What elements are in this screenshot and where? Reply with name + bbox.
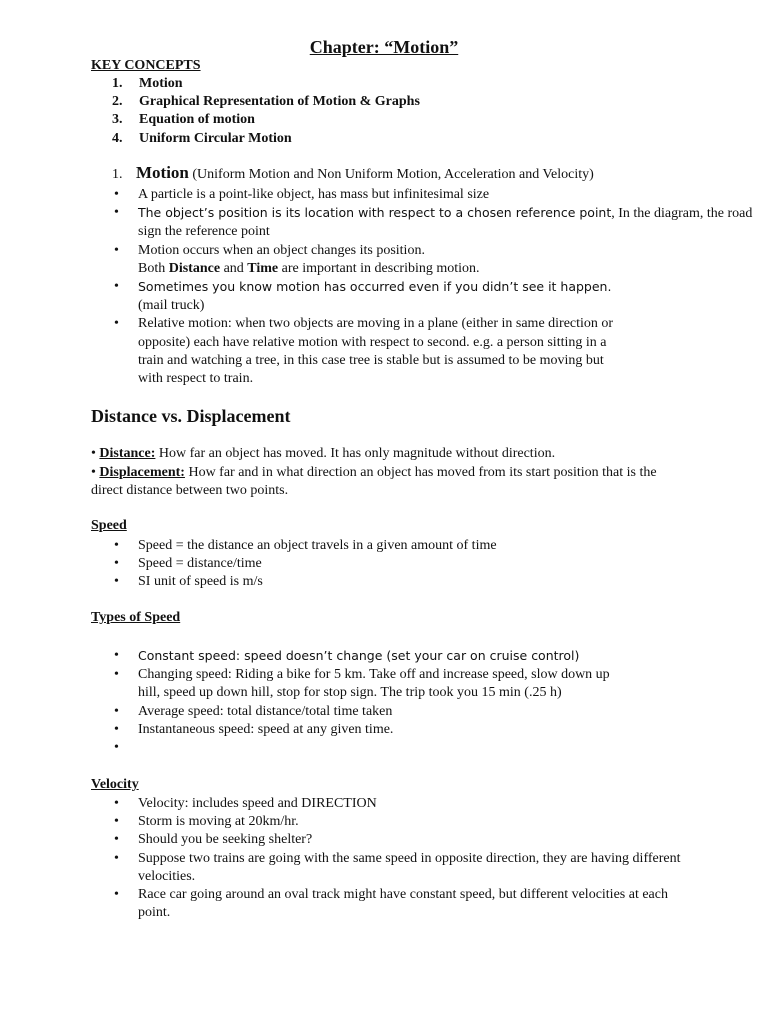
motion-section-heading <box>112 163 594 183</box>
displacement-label: Displacement: <box>99 465 185 480</box>
list-item: • Average speed: total distance/total time taken <box>114 703 393 719</box>
list-item: • Should you be seeking shelter? <box>114 832 313 848</box>
displacement-definition: • Displacement: How far and in what direction an object has moved from its start position that is the direct distance between two points. <box>91 465 657 499</box>
distance-heading: Distance vs. Displacement <box>91 406 291 426</box>
list-item: • Relative motion: when two objects are moving in a plane (either in same direction or opposite) each have relative motion with respect to second. e.g. a person sitting in a train and watching a tree, in this case tree is stable but is assumed to be moving but with respect to train. <box>114 316 614 387</box>
distance-label: Distance: <box>99 446 156 461</box>
list-item: • Suppose two trains are going with the same speed in opposite direction, they are having different velocities. <box>114 850 681 884</box>
types-bullets <box>114 647 768 757</box>
list-item: • SI unit of speed is m/s <box>114 574 263 590</box>
list-item: • A particle is a point-like object, has mass but infinitesimal size <box>114 187 490 202</box>
velocity-bullets <box>114 795 768 922</box>
list-item: • Motion occurs when an object changes its position. Both Distance and Time are important in describing motion. <box>114 242 480 276</box>
page-title: Chapter: “Motion” <box>309 37 459 57</box>
key-concept-item: 3. Equation of motion <box>112 112 255 128</box>
key-concept-item: 2. Graphical Representation of Motion & Graphs <box>112 94 420 110</box>
speed-heading: Speed <box>91 518 127 533</box>
speed-bullets <box>114 537 497 592</box>
list-item: • Constant speed: speed doesn’t change (set your car on cruise control) <box>114 648 580 663</box>
section-number: 1. <box>112 167 123 182</box>
key-concept-item: 4. Uniform Circular Motion <box>112 130 292 146</box>
key-concept-item: 1. Motion <box>112 76 183 91</box>
types-of-speed-heading: Types of Speed <box>91 610 181 625</box>
list-item: • <box>114 740 119 756</box>
list-item: • Sometimes you know motion has occurred even if you didn’t see it happen. (mail truck) <box>114 279 612 314</box>
list-item: • Storm is moving at 20km/hr. <box>114 814 299 830</box>
list-item: • The object’s position is its location with respect to a chosen reference point, In the diagram, the road sign the reference point <box>114 205 753 240</box>
list-item: • Velocity: includes speed and DIRECTION <box>114 796 377 811</box>
section-title: Motion <box>136 163 189 182</box>
list-item: • Changing speed: Riding a bike for 5 km. Take off and increase speed, slow down up hill, speed up down hill, stop for stop sign. The trip took you 15 min (.25 h) <box>114 667 610 701</box>
key-concepts-list <box>112 75 420 148</box>
velocity-heading: Velocity <box>91 777 139 792</box>
list-item: • Speed = distance/time <box>114 556 262 572</box>
list-item: • Speed = the distance an object travels in a given amount of time <box>114 538 497 553</box>
section-subtitle: (Uniform Motion and Non Uniform Motion, Acceleration and Velocity) <box>192 167 594 182</box>
list-item: • Race car going around an oval track might have constant speed, but different velocities at each point. <box>114 887 668 921</box>
list-item: • Instantaneous speed: speed at any given time. <box>114 721 394 737</box>
key-concepts-heading: KEY CONCEPTS <box>91 58 201 73</box>
motion-bullets <box>114 186 768 388</box>
distance-definition: • Distance: How far an object has moved. It has only magnitude without direction. <box>91 446 556 461</box>
